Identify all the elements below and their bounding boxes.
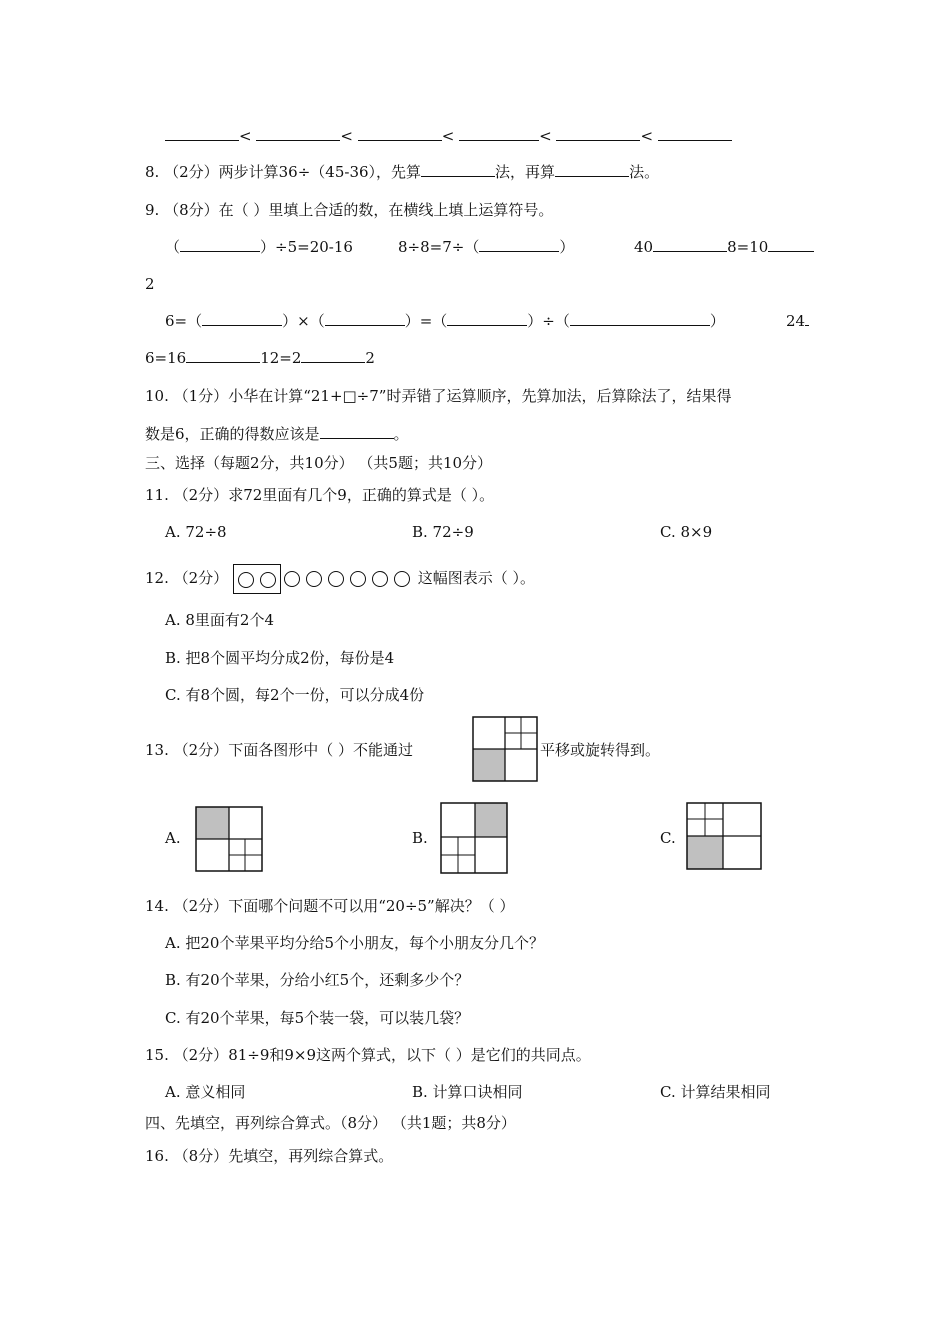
question-9 <box>145 200 553 220</box>
q9-row-1c <box>634 237 814 257</box>
q14-option-b[interactable]: B. 有20个苹果，分给小红5个，还剩多少个？ <box>165 971 470 989</box>
q9-expr: 6=16 <box>145 349 187 367</box>
q12-option-c[interactable]: C. 有8个圆，每2个一份，可以分成4份 <box>165 686 425 704</box>
question-15 <box>145 1045 591 1065</box>
question-number: 8. <box>145 163 160 181</box>
q13-reference-figure <box>472 716 538 782</box>
shaded-square <box>687 836 723 869</box>
q9-row-1a <box>165 237 353 257</box>
q9-blank[interactable] <box>202 311 282 326</box>
question-number: 10. <box>145 387 169 405</box>
q15-option-b[interactable]: B. 计算口诀相同 <box>412 1083 523 1101</box>
q15-option-c[interactable]: C. 计算结果相同 <box>660 1083 771 1101</box>
q8-blank-2[interactable] <box>555 162 629 177</box>
question-text: 在（ ）里填上合适的数，在横线上填上运算符号。 <box>218 201 554 219</box>
circle-icon <box>350 571 366 587</box>
q7-blank[interactable] <box>358 126 442 141</box>
section-3-heading: 三、选择（每题2分，共10分） （共5题；共10分） <box>145 454 493 472</box>
shaded-square <box>473 749 505 781</box>
q9-blank[interactable] <box>180 237 260 252</box>
q15-option-a[interactable]: A. 意义相同 <box>165 1083 246 1101</box>
q9-row-4 <box>145 348 375 368</box>
less-than: < <box>640 127 654 145</box>
q9-expr: 8÷8=7÷（ <box>398 238 480 256</box>
q9-expr: ）÷5=20-16 <box>260 238 353 256</box>
question-text: 法。 <box>629 163 660 181</box>
less-than: < <box>441 127 455 145</box>
question-10-line-2 <box>145 424 409 444</box>
question-number: 12. <box>145 569 169 587</box>
section-4-heading: 四、先填空，再列综合算式。（8分） （共1题；共8分） <box>145 1114 516 1132</box>
q11-option-b[interactable]: B. 72÷9 <box>412 523 474 541</box>
q9-blank[interactable] <box>570 311 710 326</box>
q7-blank[interactable] <box>165 126 239 141</box>
q12-option-b[interactable]: B. 把8个圆平均分成2份，每份是4 <box>165 649 395 667</box>
question-number: 11. <box>145 486 169 504</box>
q9-expr: ）×（ <box>282 312 325 330</box>
q9-blank[interactable] <box>479 237 559 252</box>
q9-blank[interactable] <box>447 311 527 326</box>
q9-expr: 12=2 <box>260 349 302 367</box>
paren-close: ） <box>559 238 575 256</box>
less-than: < <box>539 127 552 145</box>
q9-expr: 40 <box>634 238 654 256</box>
q9-blank[interactable] <box>301 348 365 363</box>
q14-option-c[interactable]: C. 有20个苹果，每5个装一袋，可以装几袋？ <box>165 1009 470 1027</box>
q9-row-3 <box>165 311 725 331</box>
shaded-square <box>196 807 229 839</box>
circle-icon <box>238 572 254 588</box>
question-text: 先填空，再列综合算式。 <box>228 1147 394 1165</box>
q13-option-a[interactable]: A. <box>165 829 181 847</box>
q9-expr: ）÷（ <box>527 312 570 330</box>
question-13-tail: 平移或旋转得到。 <box>540 741 661 759</box>
q9-blank[interactable] <box>325 311 405 326</box>
q9-blank[interactable] <box>768 237 814 252</box>
q14-option-a[interactable]: A. 把20个苹果平均分给5个小朋友，每个小朋友分几个？ <box>165 934 545 952</box>
circle-icon <box>284 571 300 587</box>
question-12 <box>145 564 535 594</box>
q11-option-c[interactable]: C. 8×9 <box>660 523 713 541</box>
circle-icon <box>306 571 322 587</box>
question-score: （2分） <box>173 569 229 587</box>
question-score: （2分） <box>173 897 229 915</box>
paren-open: （ <box>165 238 181 256</box>
question-text: 数是6，正确的得数应该是 <box>145 425 320 443</box>
q13-option-b-figure[interactable] <box>440 802 508 874</box>
q7-order-line <box>165 126 732 146</box>
less-than: < <box>340 127 353 145</box>
q10-blank[interactable] <box>320 424 394 439</box>
less-than: < <box>239 127 252 145</box>
boxed-circle-pair <box>233 564 281 594</box>
q12-option-a[interactable]: A. 8里面有2个4 <box>165 611 274 629</box>
q9-row-1b <box>398 237 574 257</box>
q7-blank[interactable] <box>459 126 539 141</box>
question-text: 这幅图表示（ ）。 <box>417 569 536 587</box>
q9-expr: 2 <box>145 275 155 293</box>
question-number: 9. <box>145 201 160 219</box>
q9-blank[interactable] <box>653 237 727 252</box>
question-text: 下面哪个问题不可以用“20÷5”解决？（ ） <box>228 897 515 915</box>
circle-icon <box>372 571 388 587</box>
question-score: （2分） <box>173 1046 229 1064</box>
question-number: 14. <box>145 897 169 915</box>
circle-icon <box>394 571 410 587</box>
q9-expr: 2 <box>365 349 375 367</box>
question-13 <box>145 740 413 760</box>
q9-blank[interactable] <box>186 348 260 363</box>
question-number: 15. <box>145 1046 169 1064</box>
q9-expr: 6=（ <box>165 312 203 330</box>
question-score: （8分） <box>164 201 219 219</box>
question-11 <box>145 485 494 505</box>
q9-blank[interactable] <box>805 311 809 326</box>
q13-option-c[interactable]: C. <box>660 829 676 847</box>
q9-row-2 <box>145 274 155 294</box>
q9-row-3-end <box>786 311 809 331</box>
question-score: （2分） <box>173 486 229 504</box>
q7-blank[interactable] <box>256 126 340 141</box>
q9-expr: 24 <box>786 312 806 330</box>
q8-blank-1[interactable] <box>421 162 495 177</box>
q9-expr: ）=（ <box>404 312 448 330</box>
question-score: （2分） <box>164 163 219 181</box>
question-number: 13. <box>145 741 169 759</box>
q13-option-a-figure[interactable] <box>195 806 263 872</box>
question-score: （1分） <box>173 387 229 405</box>
question-text: 81÷9和9×9这两个算式，以下（ ）是它们的共同点。 <box>228 1046 591 1064</box>
question-14 <box>145 896 515 916</box>
question-number: 16. <box>145 1147 169 1165</box>
question-text: 两步计算36÷（45-36），先算 <box>218 163 422 181</box>
q13-option-c-figure[interactable] <box>686 802 762 870</box>
question-score: （8分） <box>173 1147 229 1165</box>
question-text: 法，再算 <box>495 163 556 181</box>
question-10 <box>145 386 731 406</box>
question-16 <box>145 1146 393 1166</box>
question-8 <box>145 162 659 182</box>
question-text: 小华在计算“21+□÷7”时弄错了运算顺序，先算加法，后算除法了，结果得 <box>228 387 732 405</box>
q11-option-a[interactable]: A. 72÷8 <box>165 523 227 541</box>
question-score: （2分） <box>173 741 229 759</box>
circle-icon <box>328 571 344 587</box>
q13-option-b[interactable]: B. <box>412 829 428 847</box>
paren-close: ） <box>709 312 725 330</box>
q7-blank[interactable] <box>556 126 640 141</box>
circle-icon <box>260 572 276 588</box>
q9-expr: 8=10 <box>727 238 769 256</box>
q7-blank[interactable] <box>658 126 732 141</box>
question-text: 。 <box>393 425 409 443</box>
question-text: 求72里面有几个9，正确的算式是（ ）。 <box>228 486 495 504</box>
question-text: 下面各图形中（ ）不能通过 <box>228 741 413 759</box>
shaded-square <box>475 803 507 837</box>
